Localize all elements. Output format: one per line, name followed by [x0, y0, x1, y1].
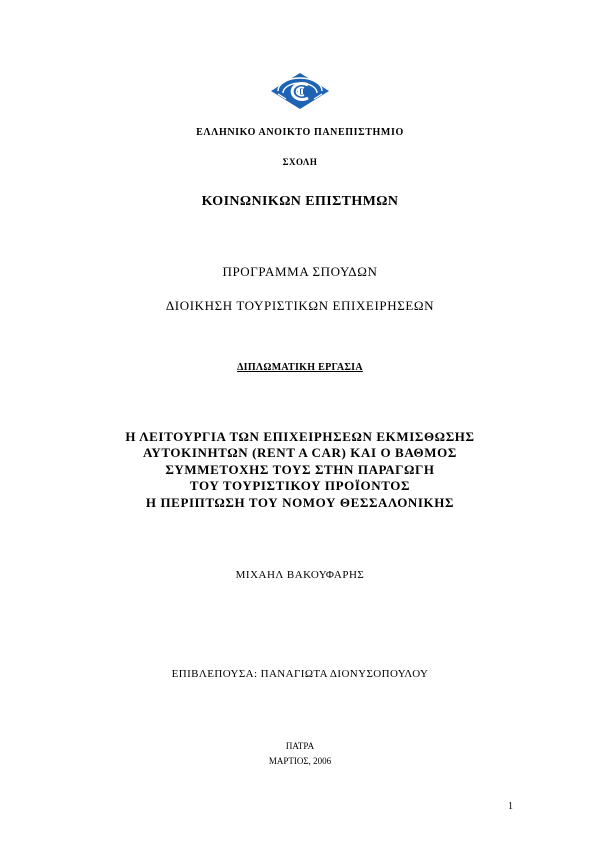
thesis-title-line: Η ΠΕΡΙΠΤΩΣΗ ΤΟΥ ΝΟΜΟΥ ΘΕΣΣΑΛΟΝΙΚΗΣ [145, 494, 455, 510]
city: ΠΑΤΡΑ [285, 741, 315, 751]
faculty-name: ΚΟΙΝΩΝΙΚΩΝ ΕΠΙΣΤΗΜΩΝ [201, 194, 399, 209]
document-type: ΔΙΠΛΩΜΑΤΙΚΗ ΕΡΓΑΣΙΑ [237, 362, 363, 373]
date: ΜΑΡΤΙΟΣ, 2006 [268, 756, 332, 766]
thesis-title-line: Η ΛΕΙΤΟΥΡΓΙΑ ΤΩΝ ΕΠΙΧΕΙΡΗΣΕΩΝ ΕΚΜΙΣΘΩΣΗΣ [125, 429, 475, 444]
university-name: ΕΛΛΗΝΙΚΟ ΑΝΟΙΚΤΟ ΠΑΝΕΠΙΣΤΗΜΙΟ [196, 127, 404, 138]
supervisor: ΕΠΙΒΛΕΠΟΥΣΑ: ΠΑΝΑΓΙΩΤΑ ΔΙΟΝΥΣΟΠΟΥΛΟΥ [171, 668, 429, 680]
university-logo-icon [270, 72, 330, 110]
author-name: ΜΙΧΑΗΛ ΒΑΚΟΥΦΑΡΗΣ [235, 569, 365, 581]
programme-label: ΠΡΟΓΡΑΜΜΑ ΣΠΟΥΔΩΝ [222, 264, 378, 279]
thesis-title-line: ΤΟΥ ΤΟΥΡΙΣΤΙΚΟΥ ΠΡΟΪΟΝΤΟΣ [189, 478, 411, 494]
thesis-title [0, 429, 600, 511]
page-number: 1 [508, 801, 513, 812]
programme-name: ΔΙΟΙΚΗΣΗ ΤΟΥΡΙΣΤΙΚΩΝ ΕΠΙΧΕΙΡΗΣΕΩΝ [165, 298, 435, 313]
school-label: ΣΧΟΛΗ [282, 157, 318, 167]
thesis-title-line: ΣΥΜΜΕΤΟΧΗΣ ΤΟΥΣ ΣΤΗΝ ΠΑΡΑΓΩΓΗ [165, 461, 435, 477]
thesis-title-line: ΑΥΤΟΚΙΝΗΤΩΝ (RENT A CAR) ΚΑΙ Ο ΒΑΘΜΟΣ [143, 445, 457, 461]
